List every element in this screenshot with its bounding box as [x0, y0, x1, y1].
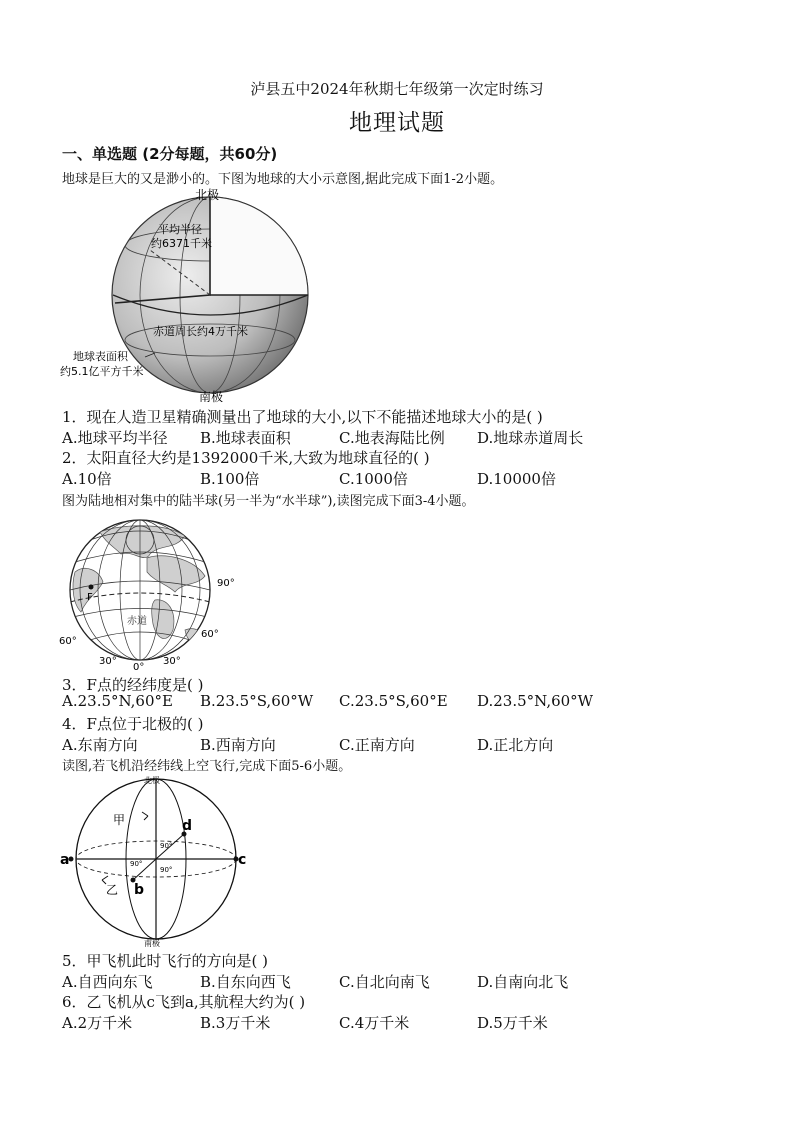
option-a[interactable]: A.10倍 [62, 470, 112, 488]
group-intro-1: 地球是巨大的又是渺小的。下图为地球的大小示意图,据此完成下面1-2小题。 [62, 172, 504, 187]
question-1-options [62, 427, 762, 447]
plane-jia-label: 甲 [113, 813, 126, 827]
question-1: 1．现在人造卫星精确测量出了地球的大小,以下不能描述地球大小的是( ) [62, 408, 543, 426]
angle-label-2: 90° [130, 860, 143, 868]
lat-60-left-label: 60° [59, 636, 77, 647]
option-a[interactable]: A.2万千米 [62, 1014, 133, 1032]
lon-30-left-label: 30° [99, 656, 117, 667]
flight-globe-figure [58, 772, 258, 950]
lat-60-right-label: 60° [201, 629, 219, 640]
option-a[interactable]: A.自西向东飞 [62, 973, 153, 991]
option-d[interactable]: D.5万千米 [477, 1014, 548, 1032]
option-c[interactable]: C.正南方向 [339, 736, 415, 754]
option-d[interactable]: D.23.5°N,60°W [477, 692, 594, 710]
point-f-marker [89, 585, 94, 590]
surface-area-value: 约5.1亿平方千米 [60, 365, 144, 378]
option-c[interactable]: C.1000倍 [339, 470, 408, 488]
mean-radius-value: 约6371千米 [151, 237, 212, 250]
lon-0-label: 0° [133, 662, 145, 672]
question-5: 5．甲飞机此时飞行的方向是( ) [62, 952, 269, 970]
option-d[interactable]: D.10000倍 [477, 470, 556, 488]
question-4-options [62, 734, 762, 754]
school-exam-line: 泸县五中2024年秋期七年级第一次定时练习 [250, 80, 544, 98]
option-d[interactable]: D.地球赤道周长 [477, 429, 584, 447]
surface-area-label: 地球表面积 [73, 350, 128, 363]
page-title: 地理试题 [349, 110, 445, 136]
point-c-label: c [238, 852, 247, 868]
lon-90-label: 90° [217, 578, 235, 589]
point-b-label: b [134, 882, 145, 898]
plane-yi-label: 乙 [106, 883, 119, 897]
option-b[interactable]: B.西南方向 [200, 736, 276, 754]
angle-label-1: 90° [160, 842, 173, 850]
option-b[interactable]: B.3万千米 [200, 1014, 271, 1032]
question-4: 4．F点位于北极的( ) [62, 715, 204, 733]
option-a[interactable]: A.东南方向 [62, 736, 138, 754]
question-3: 3．F点的经纬度是( ) [62, 676, 204, 694]
option-c[interactable]: C.23.5°S,60°E [339, 692, 448, 710]
point-a-label: a [60, 852, 70, 868]
lon-30-right-label: 30° [163, 656, 181, 667]
point-f-label: F [87, 592, 93, 603]
option-b[interactable]: B.地球表面积 [200, 429, 291, 447]
north-pole-label: 北极 [195, 188, 220, 202]
option-b[interactable]: B.23.5°S,60°W [200, 692, 314, 710]
north-pole-label: 北极 [144, 776, 160, 785]
group-intro-3: 读图,若飞机沿经纬线上空飞行,完成下面5-6小题。 [62, 759, 352, 774]
option-b[interactable]: B.100倍 [200, 470, 260, 488]
equator-circumference-label: 赤道周长约4万千米 [153, 325, 248, 338]
option-d[interactable]: D.自南向北飞 [477, 973, 569, 991]
option-b[interactable]: B.自东向西飞 [200, 973, 291, 991]
south-pole-label: 南极 [144, 939, 160, 948]
question-3-options [62, 692, 762, 712]
question-5-options [62, 971, 762, 991]
south-pole-label: 南极 [199, 390, 224, 404]
mean-radius-label: 平均半径 [158, 223, 202, 236]
question-2-options [62, 468, 762, 488]
question-6-options [62, 1012, 762, 1032]
section-heading: 一、单选题 (2分每题，共60分) [62, 145, 278, 163]
option-d[interactable]: D.正北方向 [477, 736, 554, 754]
point-d-label: d [182, 818, 193, 834]
option-c[interactable]: C.4万千米 [339, 1014, 410, 1032]
option-a[interactable]: A.23.5°N,60°E [62, 692, 173, 710]
question-2: 2．太阳直径大约是1392000千米,大致为地球直径的( ) [62, 449, 430, 467]
angle-label-3: 90° [160, 866, 173, 874]
equator-label: 赤道 [127, 616, 147, 627]
option-c[interactable]: C.地表海陆比例 [339, 429, 445, 447]
option-a[interactable]: A.地球平均半径 [62, 429, 168, 447]
group-intro-2: 图为陆地相对集中的陆半球(另一半为“水半球”),读图完成下面3-4小题。 [62, 494, 475, 509]
option-c[interactable]: C.自北向南飞 [339, 973, 430, 991]
earth-size-figure [55, 185, 325, 405]
question-6: 6．乙飞机从c飞到a,其航程大约为( ) [62, 993, 306, 1011]
land-hemisphere-figure [55, 512, 245, 672]
